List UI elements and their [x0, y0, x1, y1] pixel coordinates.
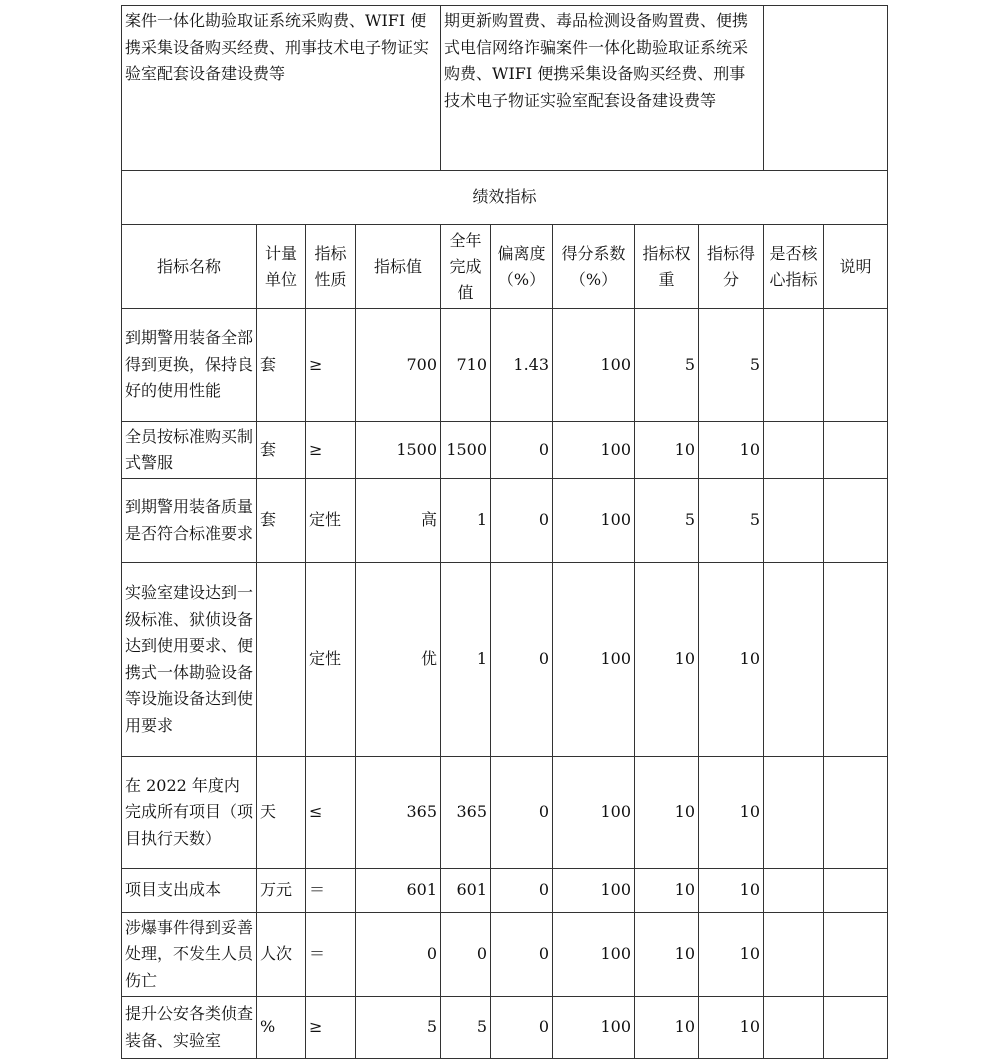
cell-name: 实验室建设达到一级标准、狱侦设备达到使用要求、便携式一体勘验设备等设施设备达到使用要求: [122, 563, 257, 757]
cell-coef: 100: [553, 913, 635, 997]
cell-target: 0: [356, 913, 441, 997]
cell-target: 601: [356, 869, 441, 913]
cell-deviation: 0: [491, 757, 553, 869]
cell-name: 项目支出成本: [122, 869, 257, 913]
cell-actual: 1: [441, 563, 491, 757]
cell-note: [824, 422, 888, 479]
cell-score: 10: [699, 913, 764, 997]
cell-deviation: 0: [491, 997, 553, 1059]
cell-nature: ＝: [306, 869, 356, 913]
cell-core: [764, 422, 824, 479]
cell-note: [824, 913, 888, 997]
cell-note: [824, 563, 888, 757]
cell-actual: 365: [441, 757, 491, 869]
header-row: [122, 225, 888, 309]
cell-name: 到期警用装备质量是否符合标准要求: [122, 479, 257, 563]
header-cell: 得分系数（%）: [553, 225, 635, 309]
cell-note: [824, 869, 888, 913]
cell-unit: 套: [257, 309, 306, 422]
cell-target: 365: [356, 757, 441, 869]
cell-core: [764, 913, 824, 997]
cell-nature: ≤: [306, 757, 356, 869]
cell-actual: 5: [441, 997, 491, 1059]
cell-weight: 10: [635, 997, 699, 1059]
cell-core: [764, 563, 824, 757]
cell-nature: 定性: [306, 479, 356, 563]
table-row: [122, 869, 888, 913]
cell-score: 10: [699, 422, 764, 479]
table-row: [122, 913, 888, 997]
cell-note: [824, 479, 888, 563]
cell-core: [764, 479, 824, 563]
section-title: 绩效指标: [122, 171, 888, 225]
cell-nature: ≥: [306, 422, 356, 479]
cell-actual: 710: [441, 309, 491, 422]
table-row: [122, 757, 888, 869]
cell-unit: 天: [257, 757, 306, 869]
cell-actual: 1500: [441, 422, 491, 479]
cell-score: 5: [699, 479, 764, 563]
cell-actual: 0: [441, 913, 491, 997]
header-cell: 指标权重: [635, 225, 699, 309]
cell-name: 在 2022 年度内完成所有项目（项目执行天数）: [122, 757, 257, 869]
cell-deviation: 0: [491, 479, 553, 563]
cell-core: [764, 997, 824, 1059]
cell-deviation: 0: [491, 422, 553, 479]
cell-weight: 10: [635, 422, 699, 479]
table-row: [122, 997, 888, 1059]
cell-core: [764, 757, 824, 869]
cell-score: 10: [699, 997, 764, 1059]
cell-target: 优: [356, 563, 441, 757]
cell-deviation: 1.43: [491, 309, 553, 422]
cell-unit: 套: [257, 422, 306, 479]
cell-target: 5: [356, 997, 441, 1059]
cell-unit: 套: [257, 479, 306, 563]
table-row: [122, 563, 888, 757]
cell-coef: 100: [553, 757, 635, 869]
header-cell: 计量单位: [257, 225, 306, 309]
table-row: [122, 479, 888, 563]
cell-unit: [257, 563, 306, 757]
cell-coef: 100: [553, 869, 635, 913]
cell-weight: 10: [635, 757, 699, 869]
cell-weight: 5: [635, 309, 699, 422]
cell-score: 5: [699, 309, 764, 422]
cell-deviation: 0: [491, 563, 553, 757]
cell-unit: %: [257, 997, 306, 1059]
cell-nature: ≥: [306, 309, 356, 422]
cell-coef: 100: [553, 479, 635, 563]
performance-table: [121, 5, 888, 1059]
cell-core: [764, 869, 824, 913]
top-cell-right: [764, 6, 888, 171]
cell-nature: ＝: [306, 913, 356, 997]
header-cell: 是否核心指标: [764, 225, 824, 309]
table-row: [122, 309, 888, 422]
cell-target: 高: [356, 479, 441, 563]
cell-unit: 人次: [257, 913, 306, 997]
cell-name: 涉爆事件得到妥善处理，不发生人员伤亡: [122, 913, 257, 997]
top-cell-left: 案件一体化勘验取证系统采购费、WIFI 便携采集设备购买经费、刑事技术电子物证实验室配套设备建设费等: [122, 6, 441, 171]
cell-actual: 1: [441, 479, 491, 563]
cell-weight: 10: [635, 869, 699, 913]
cell-deviation: 0: [491, 869, 553, 913]
cell-note: [824, 757, 888, 869]
header-cell: 指标值: [356, 225, 441, 309]
cell-actual: 601: [441, 869, 491, 913]
cell-coef: 100: [553, 422, 635, 479]
section-title-row: [122, 171, 888, 225]
header-cell: 说明: [824, 225, 888, 309]
top-content-row: [122, 6, 888, 171]
table-body: [122, 309, 888, 1059]
cell-coef: 100: [553, 309, 635, 422]
cell-coef: 100: [553, 997, 635, 1059]
cell-note: [824, 309, 888, 422]
cell-target: 1500: [356, 422, 441, 479]
cell-score: 10: [699, 563, 764, 757]
cell-weight: 5: [635, 479, 699, 563]
header-cell: 全年完成值: [441, 225, 491, 309]
cell-deviation: 0: [491, 913, 553, 997]
cell-coef: 100: [553, 563, 635, 757]
top-cell-middle: 期更新购置费、毒品检测设备购置费、便携式电信网络诈骗案件一体化勘验取证系统采购费、WIFI 便携采集设备购买经费、刑事技术电子物证实验室配套设备建设费等: [441, 6, 764, 171]
cell-nature: ≥: [306, 997, 356, 1059]
header-cell: 指标得分: [699, 225, 764, 309]
cell-score: 10: [699, 869, 764, 913]
cell-score: 10: [699, 757, 764, 869]
cell-target: 700: [356, 309, 441, 422]
cell-name: 提升公安各类侦查装备、实验室: [122, 997, 257, 1059]
cell-name: 到期警用装备全部得到更换，保持良好的使用性能: [122, 309, 257, 422]
header-cell: 偏离度（%）: [491, 225, 553, 309]
cell-nature: 定性: [306, 563, 356, 757]
cell-weight: 10: [635, 913, 699, 997]
cell-weight: 10: [635, 563, 699, 757]
header-cell: 指标性质: [306, 225, 356, 309]
cell-name: 全员按标准购买制式警服: [122, 422, 257, 479]
cell-note: [824, 997, 888, 1059]
header-cell: 指标名称: [122, 225, 257, 309]
table-row: [122, 422, 888, 479]
cell-unit: 万元: [257, 869, 306, 913]
cell-core: [764, 309, 824, 422]
